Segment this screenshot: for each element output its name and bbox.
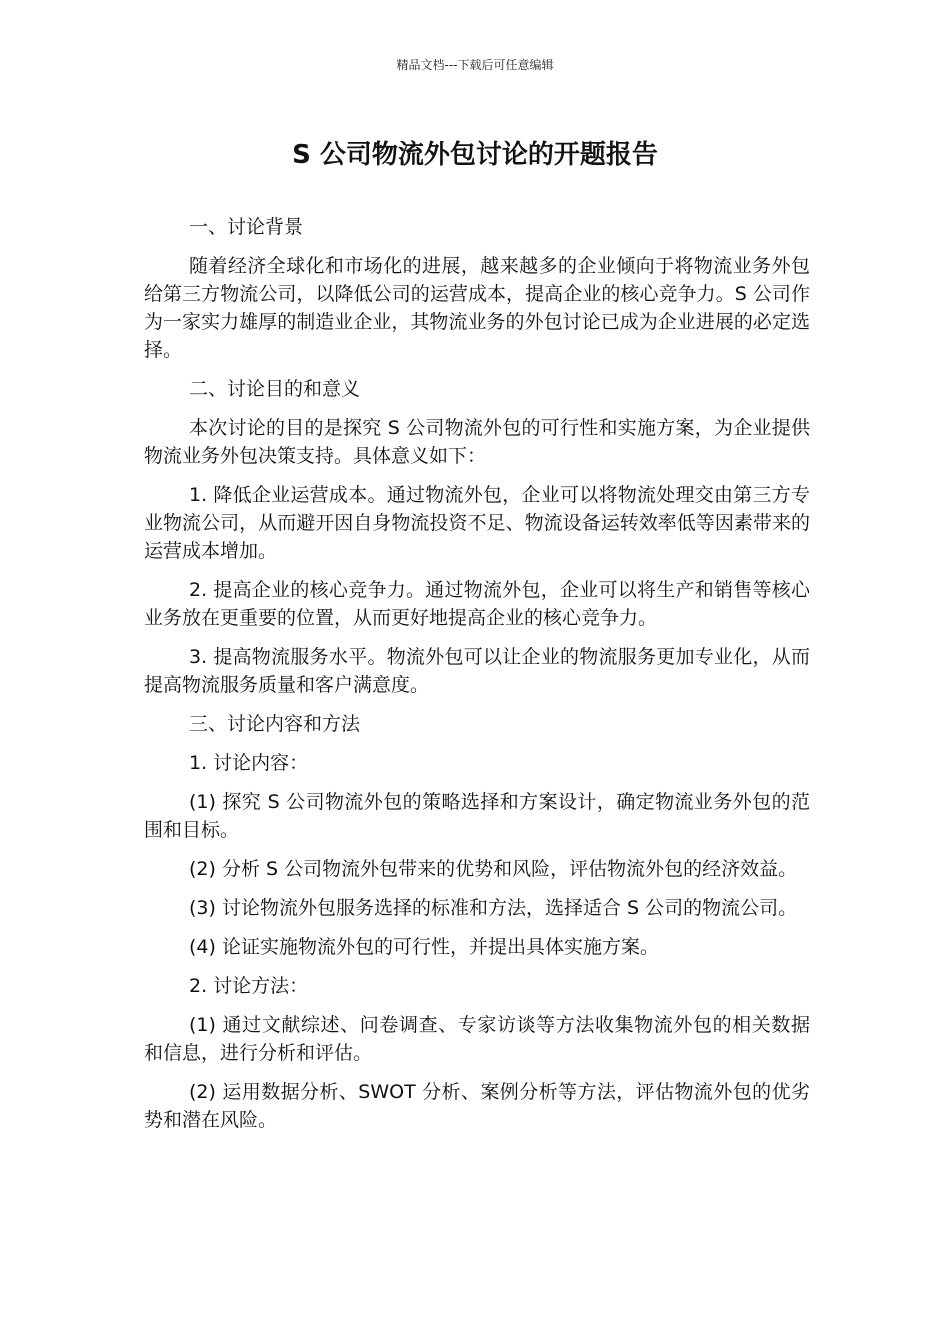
page-header: 精品文档---下载后可任意编辑 [396,58,554,72]
subheading-research-content: 1. 讨论内容： [189,752,309,774]
document-body [144,213,810,1145]
list-item: (1) 通过文献综述、问卷调查、专家访谈等方法收集物流外包的相关数据和信息，进行分析和评估。 [144,1014,810,1064]
paragraph: 随着经济全球化和市场化的进展，越来越多的企业倾向于将物流业务外包给第三方物流公司，以降低公司的运营成本，提高企业的核心竞争力。S 公司作为一家实力雄厚的制造业企业，其物流业务的外包讨论已成为企业进展的必定选择。 [144,255,810,361]
list-item: (3) 讨论物流外包服务选择的标准和方法，选择适合 S 公司的物流公司。 [189,897,798,919]
list-item: 1. 降低企业运营成本。通过物流外包，企业可以将物流处理交由第三方专业物流公司，从而避开因自身物流投资不足、物流设备运转效率低等因素带来的运营成本增加。 [144,484,810,562]
list-item: (2) 分析 S 公司物流外包带来的优势和风险，评估物流外包的经济效益。 [189,858,798,880]
list-item: (4) 论证实施物流外包的可行性，并提出具体实施方案。 [189,936,659,958]
document-title: S 公司物流外包讨论的开题报告 [292,140,658,170]
list-item: 2. 提高企业的核心竞争力。通过物流外包，企业可以将生产和销售等核心业务放在更重要的位置，从而更好地提高企业的核心竞争力。 [144,579,810,629]
subheading-research-methods: 2. 讨论方法： [189,975,309,997]
list-item: (1) 探究 S 公司物流外包的策略选择和方案设计，确定物流业务外包的范围和目标。 [144,791,810,841]
paragraph: 本次讨论的目的是探究 S 公司物流外包的可行性和实施方案，为企业提供物流业务外包决策支持。具体意义如下： [144,417,810,467]
list-item: 3. 提高物流服务水平。物流外包可以让企业的物流服务更加专业化，从而提高物流服务质量和客户满意度。 [144,646,810,696]
section-heading-background: 一、讨论背景 [189,216,304,238]
list-item: (2) 运用数据分析、SWOT 分析、案例分析等方法，评估物流外包的优劣势和潜在风险。 [144,1081,810,1131]
section-heading-purpose: 二、讨论目的和意义 [189,378,361,400]
section-heading-content: 三、讨论内容和方法 [189,713,361,735]
